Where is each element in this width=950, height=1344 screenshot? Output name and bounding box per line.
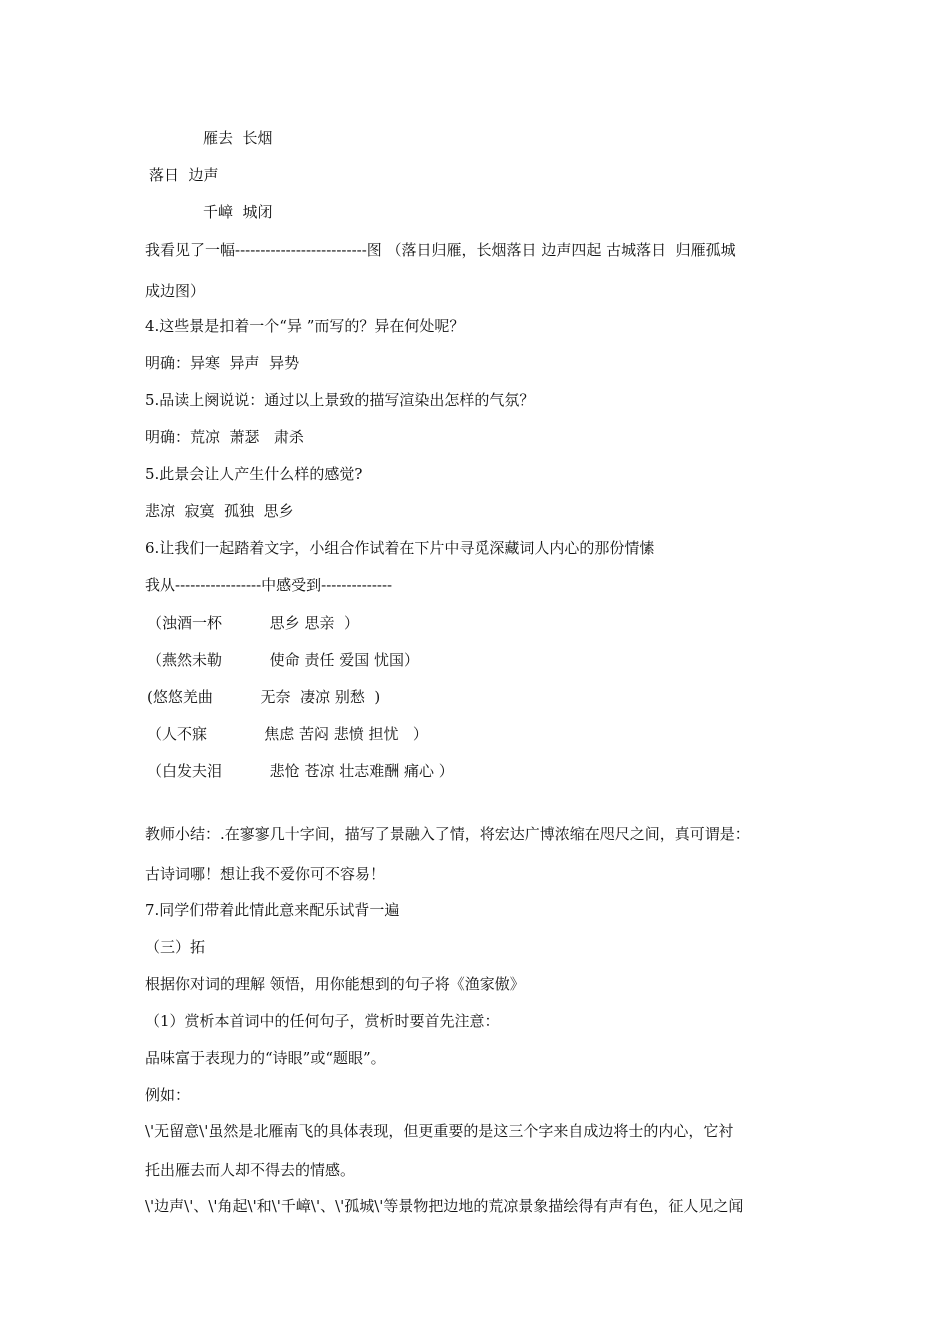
text-line: 品味富于表现力的“诗眼”或“题眼”。 xyxy=(145,1049,386,1067)
text-line: 例如： xyxy=(145,1086,191,1104)
text-line: 悲凉 寂寞 孤独 思乡 xyxy=(145,502,294,520)
question-heading: 5.此景会让人产生什么样的感觉? xyxy=(145,465,363,483)
text-line: \'边声\'、\'角起\'和\'千嶂\'、\'孤城\'等景物把边地的荒凉景象描绘得有声有色，征人见之闻 xyxy=(145,1197,744,1215)
text-line: 明确：异寒 异声 异势 xyxy=(145,354,300,372)
list-item: (悠悠羌曲 无奈 凄凉 别愁 ) xyxy=(147,688,381,706)
text-line: \'无留意\'虽然是北雁南飞的具体表现，但更重要的是这三个字来自成边将士的内心，它衬 xyxy=(145,1122,734,1140)
list-item: （人不寐 焦虑 苦闷 悲愤 担忧 ） xyxy=(147,725,428,743)
section-heading: （三）拓 xyxy=(145,938,206,956)
question-heading: 6.让我们一起踏着文字，小组合作试着在下片中寻觅深藏词人内心的那份情愫 xyxy=(145,539,655,557)
text-line: 成边图） xyxy=(145,282,206,300)
text-line: 明确：荒凉 萧瑟 肃杀 xyxy=(145,428,304,446)
text-line: 古诗词哪！想让我不爱你可不容易！ xyxy=(145,865,386,883)
text-line: （1）赏析本首词中的任何句子，赏析时要首先注意： xyxy=(145,1012,500,1030)
text-line: 我看见了一幅--------------------------图 （落日归雁，长烟落日 边声四起 古城落日 归雁孤城 xyxy=(145,241,736,259)
text-line: 雁去 长烟 xyxy=(203,129,273,147)
text-line: 千嶂 城闭 xyxy=(203,203,273,221)
question-heading: 4.这些景是扣着一个“异 ”而写的？异在何处呢？ xyxy=(145,317,465,335)
question-heading: 5.品读上阕说说：通过以上景致的描写渲染出怎样的气氛？ xyxy=(145,391,535,409)
text-line: 落日 边声 xyxy=(149,166,219,184)
text-line: 教师小结：.在寥寥几十字间，描写了景融入了情，将宏达广博浓缩在咫尺之间，真可谓是： xyxy=(145,825,750,843)
text-line: 我从-----------------中感受到-------------- xyxy=(145,576,393,594)
question-heading: 7.同学们带着此情此意来配乐试背一遍 xyxy=(145,901,400,919)
text-line: 根据你对词的理解 领悟，用你能想到的句子将《渔家傲》 xyxy=(145,975,525,993)
text-line: 托出雁去而人却不得去的情感。 xyxy=(145,1161,356,1179)
list-item: （白发夫泪 悲怆 苍凉 壮志难酬 痛心 ） xyxy=(147,762,454,780)
list-item: （燕然未勒 使命 责任 爱国 忧国） xyxy=(147,651,419,669)
list-item: （浊酒一杯 思乡 思亲 ） xyxy=(147,614,359,632)
